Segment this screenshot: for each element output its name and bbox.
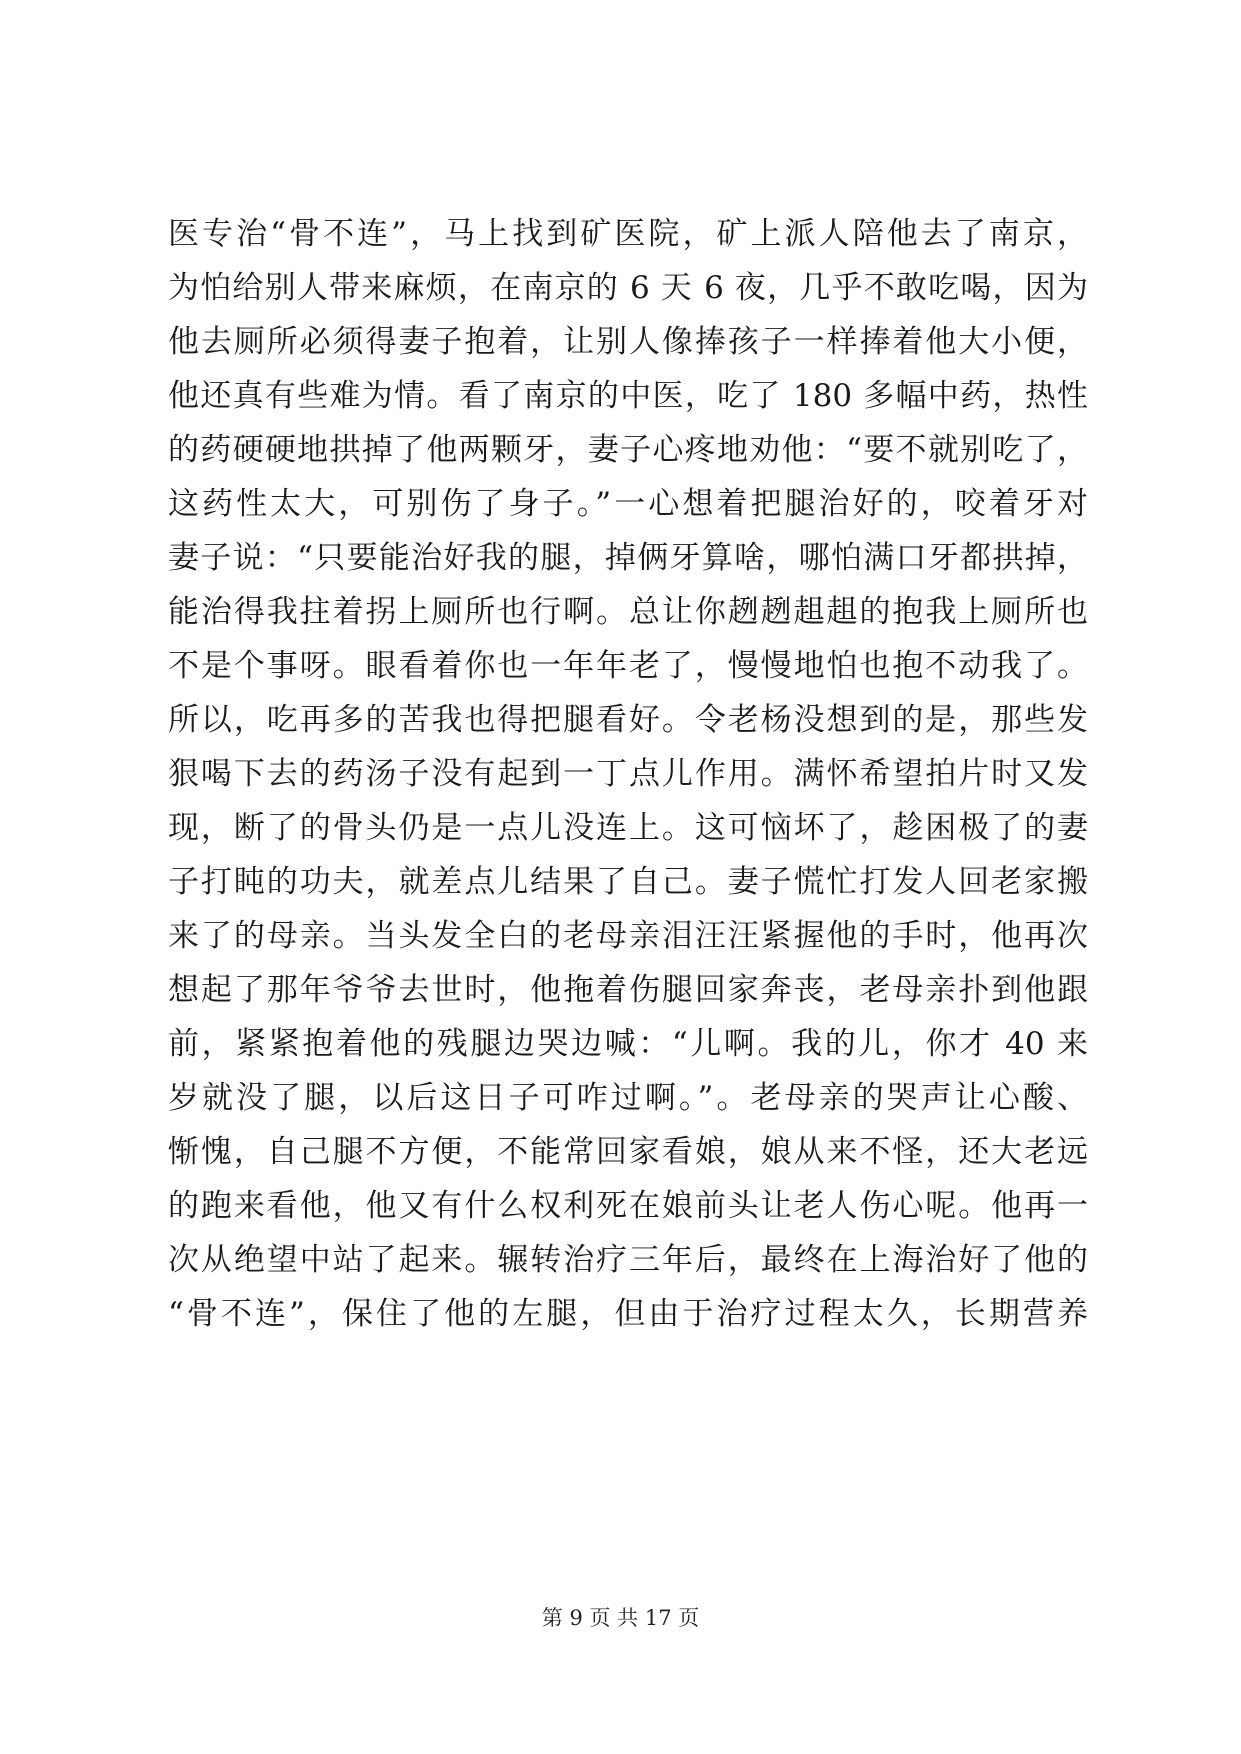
- text-line: 狠喝下去的药汤子没有起到一丁点儿作用。满怀希望拍片时又发: [168, 756, 1088, 792]
- text-line: 现，断了的骨头仍是一点儿没连上。这可恼坏了，趁困极了的妻: [168, 810, 1088, 846]
- text-line: 他还真有些难为情。看了南京的中医，吃了 180 多幅中药，热性: [168, 378, 1088, 414]
- text-line: 惭愧，自己腿不方便，不能常回家看娘，娘从来不怪，还大老远: [168, 1134, 1088, 1170]
- text-line: 这药性太大，可别伤了身子。”一心想着把腿治好的，咬着牙对: [168, 486, 1088, 522]
- text-line: 想起了那年爷爷去世时，他拖着伤腿回家奔丧，老母亲扑到他跟: [168, 972, 1088, 1008]
- text-line: 所以，吃再多的苦我也得把腿看好。令老杨没想到的是，那些发: [168, 702, 1088, 738]
- text-line: 子打盹的功夫，就差点儿结果了自己。妻子慌忙打发人回老家搬: [168, 864, 1088, 900]
- text-line: 能治得我拄着拐上厕所也行啊。总让你趔趔趄趄的抱我上厕所也: [168, 594, 1088, 630]
- text-line: 医专治“骨不连”，马上找到矿医院，矿上派人陪他去了南京，: [168, 216, 1088, 252]
- text-line: 的跑来看他，他又有什么权利死在娘前头让老人伤心呢。他再一: [168, 1188, 1088, 1224]
- text-line: “骨不连”，保住了他的左腿，但由于治疗过程太久，长期营养: [168, 1296, 1088, 1332]
- text-line: 的药硬硬地拱掉了他两颗牙，妻子心疼地劝他：“要不就别吃了，: [168, 432, 1088, 468]
- text-line: 前，紧紧抱着他的残腿边哭边喊：“儿啊。我的儿，你才 40 来: [168, 1026, 1088, 1062]
- text-line: 为怕给别人带来麻烦，在南京的 6 天 6 夜，几乎不敢吃喝，因为: [168, 270, 1088, 306]
- text-line: 他去厕所必须得妻子抱着，让别人像捧孩子一样捧着他大小便，: [168, 324, 1088, 360]
- text-line: 岁就没了腿，以后这日子可咋过啊。”。老母亲的哭声让心酸、: [168, 1080, 1088, 1116]
- text-line: 来了的母亲。当头发全白的老母亲泪汪汪紧握他的手时，他再次: [168, 918, 1088, 954]
- page-footer: 第 9 页 共 17 页: [541, 1606, 700, 1630]
- text-line: 次从绝望中站了起来。辗转治疗三年后，最终在上海治好了他的: [168, 1242, 1088, 1278]
- text-line: 不是个事呀。眼看着你也一年年老了，慢慢地怕也抱不动我了。: [168, 648, 1088, 684]
- text-line: 妻子说：“只要能治好我的腿，掉俩牙算啥，哪怕满口牙都拱掉，: [168, 540, 1088, 576]
